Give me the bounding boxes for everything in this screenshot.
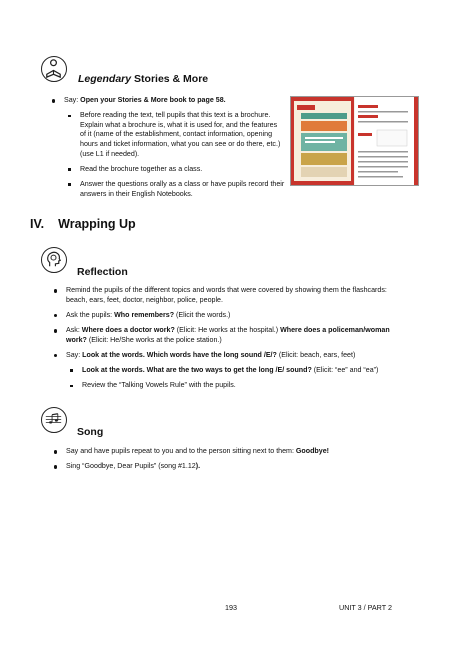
unit-label: UNIT 3 / PART 2: [339, 603, 392, 612]
list-item: Remind the pupils of the different topics and words that were covered by showing them the flashcards: beach, ears, feet, doctor, neighbor, police, people.: [52, 286, 397, 305]
list-item: Sing “Goodbye, Dear Pupils” (song #1.12).: [52, 462, 397, 472]
book-page-thumbnail: [290, 96, 419, 186]
list-item: Before reading the text, tell pupils that this text is a brochure. Explain what a brochure is, what it is used for, and the features of it (name of the establishment, contact information, opening hours and ticket information, what you can see or do there, etc.) (use L1 if needed).: [50, 111, 285, 159]
reading-book-icon: [41, 56, 67, 82]
list-item: Say and have pupils repeat to you and to the person sitting next to them: Goodbye!: [52, 447, 397, 457]
list-item: Look at the words. What are the two ways to get the long /E/ sound? (Elicit: “ee” and “ea”): [52, 366, 397, 376]
reflection-title: Reflection: [77, 266, 128, 278]
list-item: Read the brochure together as a class.: [50, 165, 285, 175]
head-reflection-icon: [41, 247, 67, 273]
song-list: [52, 447, 397, 477]
reflection-list: [52, 286, 397, 396]
page-number: 193: [225, 603, 237, 612]
list-item: Say: Open your Stories & More book to page 58.: [50, 96, 285, 106]
music-notes-icon: [41, 407, 67, 433]
list-item: Ask: Where does a doctor work? (Elicit: He works at the hospital.) Where does a policeman/woman work? (Elicit: He/She works at the police station.): [52, 326, 397, 345]
list-item: Ask the pupils: Who remembers? (Elicit the words.): [52, 311, 397, 321]
list-item: Say: Look at the words. Which words have the long sound /E/? (Elicit: beach, ears, feet): [52, 351, 397, 361]
song-title: Song: [77, 426, 104, 438]
list-item: Answer the questions orally as a class or have pupils record their answers in their English Notebooks.: [50, 180, 285, 199]
stories-list: [50, 96, 285, 205]
list-item: Review the “Talking Vowels Rule” with the pupils.: [52, 381, 397, 391]
section-heading: IV. Wrapping Up: [30, 217, 136, 231]
stories-title: Legendary Stories & More: [78, 73, 209, 85]
